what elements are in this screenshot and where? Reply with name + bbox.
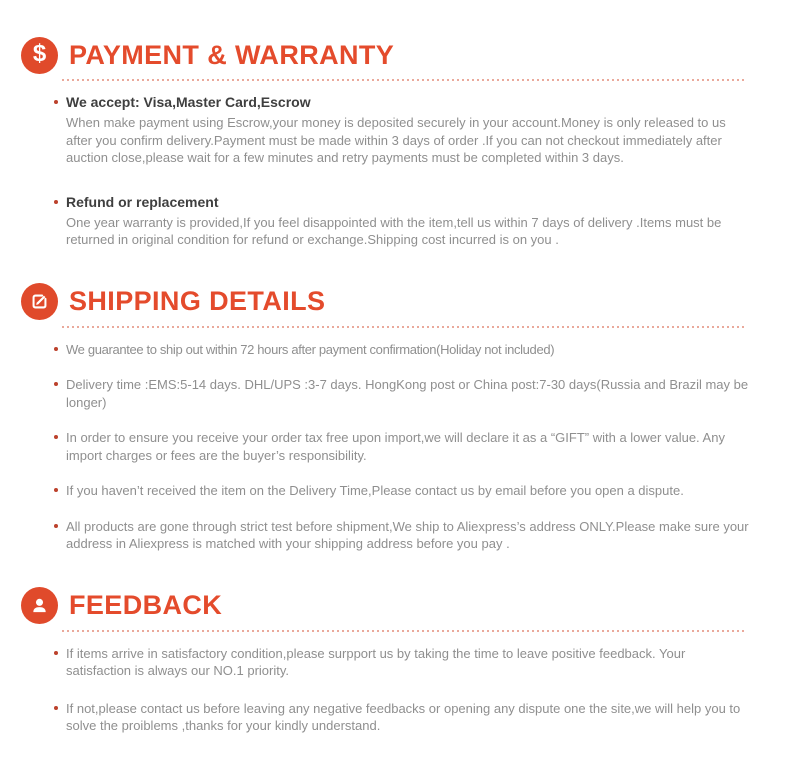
item-title: Refund or replacement: [66, 193, 219, 210]
list-item: [66, 376, 750, 411]
list-item: [66, 194, 750, 249]
item-body: We guarantee to ship out within 72 hours after payment confirmation(Holiday not included): [66, 341, 555, 357]
payment-items-list: [0, 94, 800, 249]
dotted-divider: [62, 630, 747, 632]
feedback-items-list: [0, 645, 800, 735]
page-title: PAYMENT & WARRANTY: [69, 39, 395, 70]
list-item: [66, 700, 750, 735]
list-item: [66, 341, 750, 359]
item-body: One year warranty is provided,If you feel disappointed with the item,tell us within 7 days of delivery .Items must be returned in original condition for refund or exchange.Shipping cost incurred is on you .: [66, 214, 722, 247]
person-icon: [21, 587, 58, 624]
dotted-divider: [62, 79, 747, 81]
item-body: Delivery time :EMS:5-14 days. DHL/UPS :3-7 days. HongKong post or China post:7-30 days(Russia and Brazil may be longer): [66, 377, 749, 410]
list-item: [66, 482, 750, 500]
dotted-divider: [62, 326, 747, 328]
list-item: [66, 518, 750, 553]
edit-square-icon: [21, 283, 58, 320]
section-header-feedback: [21, 587, 800, 625]
item-body: If items arrive in satisfactory condition,please surpport us by taking the time to leave positive feedback. Your satisfaction is always our NO.1 priority.: [66, 645, 686, 678]
item-body: If you haven’t received the item on the Delivery Time,Please contact us by email before you open a dispute.: [66, 483, 684, 498]
section-payment-warranty: [0, 36, 800, 249]
section-shipping-details: [0, 283, 800, 553]
item-body: When make payment using Escrow,your money is deposited securely in your account.Money is only released to us after you confirm delivery.Payment must be made within 3 days of order .If you can not checkout immediately after auction close,please wait for a few minutes and retry payments must be completed within 3 days.: [66, 115, 726, 165]
item-body: In order to ensure you receive your order tax free upon import,we will declare it as a “GIFT” with a lower value. Any import charges or fees are the buyer’s responsibility.: [66, 430, 725, 463]
item-body: If not,please contact us before leaving any negative feedbacks or opening any dispute one the site,we will help you to solve the proiblems ,thanks for your kindly understand.: [66, 700, 741, 733]
section-header-shipping: [21, 283, 800, 321]
dollar-icon: $: [21, 37, 58, 74]
shipping-items-list: [0, 341, 800, 553]
item-title: We accept: Visa,Master Card,Escrow: [66, 94, 311, 110]
list-item: [66, 94, 750, 167]
page-title: SHIPPING DETAILS: [69, 286, 326, 316]
list-item: [66, 429, 750, 464]
section-feedback: [0, 587, 800, 735]
seller-policy-page: [0, 36, 800, 735]
page-title: FEEDBACK: [69, 590, 223, 620]
list-item: [66, 645, 750, 680]
section-header-payment: [21, 36, 800, 74]
item-body: All products are gone through strict test before shipment,We ship to Aliexpress’s address ONLY.Please make sure your address in Aliexpress is matched with your shipping address before you pay .: [66, 518, 749, 551]
